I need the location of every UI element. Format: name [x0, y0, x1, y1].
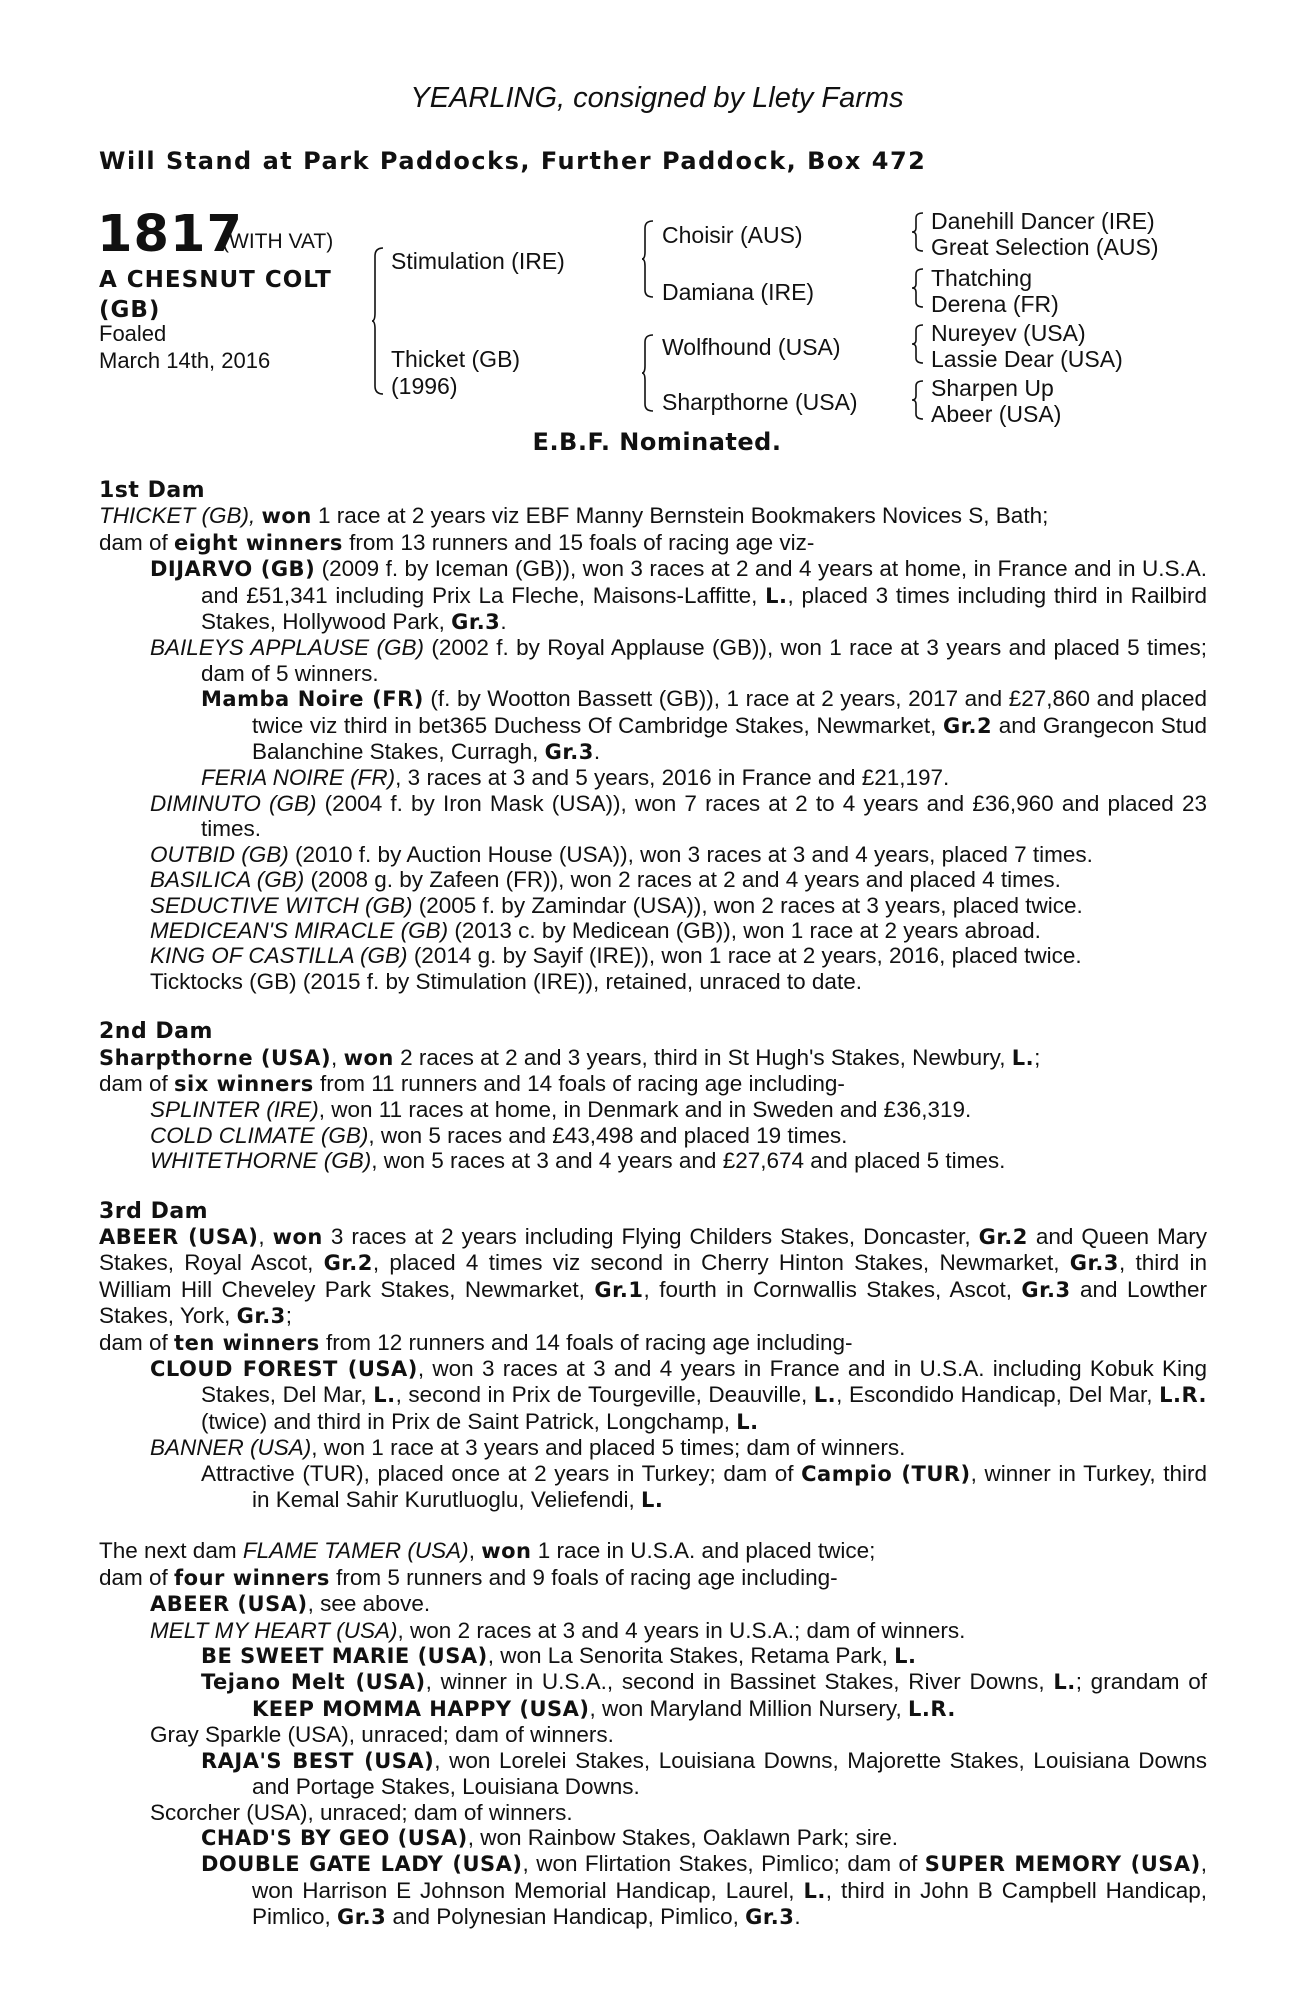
pedigree-gg-4: Derena (FR) — [931, 291, 1059, 317]
foaled-info — [99, 320, 270, 374]
first-dam-produce-line: dam of eight winners from 13 runners and 15 foals of racing age viz- — [99, 529, 815, 555]
second-dam-entry: SPLINTER (IRE), won 11 races at home, in Denmark and in Sweden and £36,319. — [150, 1097, 972, 1123]
pedigree-gg-8: Abeer (USA) — [931, 401, 1062, 427]
second-dam-line: Sharpthorne (USA), won 2 races at 2 and 3 years, third in St Hugh's Stakes, Newbury, L.; — [99, 1044, 1041, 1070]
next-dam-entry: Scorcher (USA), unraced; dam of winners. — [150, 1799, 573, 1825]
first-dam-entry: DIJARVO (GB) (2009 f. by Iceman (GB)), won 3 races at 2 and 4 years at home, in France and in U.S.A. and £51,341 including Prix La Fleche, Maisons-Laffitte, L., placed 3 times including third in Railbird Stakes, Hollywood Park, Gr.3. — [150, 556, 1207, 635]
pedigree-gg-2: Great Selection (AUS) — [931, 234, 1159, 260]
pedigree-gg-5: Nureyev (USA) — [931, 320, 1086, 346]
third-dam-heading: 3rd Dam — [99, 1198, 209, 1224]
first-dam-grand-entry: FERIA NOIRE (FR), 3 races at 3 and 5 years, 2016 in France and £21,197. — [201, 765, 950, 791]
first-dam-entry: BAILEYS APPLAUSE (GB) (2002 f. by Royal Applause (GB)), won 1 race at 3 years and placed 5 times; dam of 5 winners. — [150, 635, 1207, 686]
next-dam-grand-entry: DOUBLE GATE LADY (USA), won Flirtation Stakes, Pimlico; dam of SUPER MEMORY (USA), won Harrison E Johnson Memorial Handicap, Laurel, L., third in John B Campbell Handicap, Pimlico, Gr.3 and Polynesian Handicap, Pimlico, Gr.3. — [201, 1851, 1207, 1930]
stand-location: Will Stand at Park Paddocks, Further Paddock, Box 472 — [99, 147, 927, 175]
next-dam-grand-entry: BE SWEET MARIE (USA), won La Senorita Stakes, Retama Park, L. — [201, 1643, 917, 1669]
first-dam-entry: OUTBID (GB) (2010 f. by Auction House (USA)), won 3 races at 3 and 4 years, placed 7 times. — [150, 841, 1093, 867]
next-dam-entry: ABEER (USA), see above. — [150, 1591, 431, 1617]
third-dam-grand-entry: Attractive (TUR), placed once at 2 years in Turkey; dam of Campio (TUR), winner in Turkey, third in Kemal Sahir Kurutluoglu, Veliefendi, L. — [201, 1460, 1207, 1513]
third-dam-line: ABEER (USA), won 3 races at 2 years including Flying Childers Stakes, Doncaster, Gr.2 and Queen Mary Stakes, Royal Ascot, Gr.2, placed 4 times viz second in Cherry Hinton Stakes, Newmarket, Gr.3, third in William Hill Cheveley Park Stakes, Newmarket, Gr.1, fourth in Cornwallis Stakes, Ascot, Gr.3 and Lowther Stakes, York, Gr.3; — [99, 1223, 1207, 1329]
first-dam-entry: Ticktocks (GB) (2015 f. by Stimulation (IRE)), retained, unraced to date. — [150, 968, 862, 994]
first-dam-line: THICKET (GB), won 1 race at 2 years viz EBF Manny Bernstein Bookmakers Novices S, Bath; — [99, 503, 1049, 529]
pedigree-dam-dam: Sharpthorne (USA) — [662, 389, 858, 415]
pedigree-gg-6: Lassie Dear (USA) — [931, 346, 1123, 372]
first-dam-entry: MEDICEAN'S MIRACLE (GB) (2013 c. by Medicean (GB)), won 1 race at 2 years abroad. — [150, 917, 1041, 943]
pedigree-gg-7: Sharpen Up — [931, 375, 1054, 401]
next-dam-grand-entry: RAJA'S BEST (USA), won Lorelei Stakes, Louisiana Downs, Majorette Stakes, Louisiana Downs and Portage Stakes, Louisiana Downs. — [201, 1747, 1208, 1800]
pedigree-sire-dam: Damiana (IRE) — [662, 279, 815, 305]
next-dam-grand-entry: Tejano Melt (USA), winner in U.S.A., second in Bassinet Stakes, River Downs, L.; grandam of KEEP MOMMA HAPPY (USA), won Maryland Million Nursery, L.R. — [201, 1669, 1207, 1721]
bracket-sharpthorne — [911, 380, 925, 420]
third-dam-entry: CLOUD FOREST (USA), won 3 races at 3 and 4 years in France and in U.S.A. including Kobuk King Stakes, Del Mar, L., second in Prix de Tourgeville, Deauville, L., Escondido Handicap, Del Mar, L.R. (twice) and third in Prix de Saint Patrick, Longchamp, L. — [150, 1356, 1208, 1434]
second-dam-heading: 2nd Dam — [99, 1019, 213, 1045]
pedigree-sire: Stimulation (IRE) — [391, 248, 565, 274]
first-dam-heading: 1st Dam — [99, 478, 206, 503]
ebf-nominated: E.B.F. Nominated. — [532, 428, 782, 456]
next-dam-grand-entry: CHAD'S BY GEO (USA), won Rainbow Stakes, Oaklawn Park; sire. — [201, 1824, 898, 1850]
pedigree-dam-sire: Wolfhound (USA) — [662, 334, 841, 360]
next-dam-entry: Gray Sparkle (USA), unraced; dam of winners. — [150, 1722, 614, 1748]
colt-line-1: A CHESNUT COLT — [99, 267, 332, 293]
first-dam-entry: BASILICA (GB) (2008 g. by Zafeen (FR)), won 2 races at 2 and 4 years and placed 4 times. — [150, 867, 1061, 893]
bracket-damiana — [911, 268, 925, 308]
colt-line-2: (GB) — [99, 297, 161, 323]
next-dam-line: The next dam FLAME TAMER (USA), won 1 race in U.S.A. and placed twice; — [99, 1538, 876, 1564]
pedigree-gg-1: Danehill Dancer (IRE) — [931, 208, 1155, 234]
bracket-dam — [641, 334, 655, 412]
colt-description — [99, 265, 332, 325]
foaled-date: March 14th, 2016 — [99, 348, 271, 373]
first-dam-entry: DIMINUTO (GB) (2004 f. by Iron Mask (USA)), won 7 races at 2 to 4 years and £36,960 and placed 23 times. — [150, 790, 1208, 842]
bracket-wolfhound — [911, 324, 925, 364]
bracket-sire — [641, 220, 655, 298]
bracket-choisir — [911, 212, 925, 252]
catalogue-body — [99, 478, 1207, 1931]
page-title: YEARLING, consigned by Llety Farms — [410, 82, 904, 114]
first-dam-entry: KING OF CASTILLA (GB) (2014 g. by Sayif (IRE)), won 1 race at 2 years, 2016, placed twice. — [150, 943, 1082, 969]
second-dam-entry: COLD CLIMATE (GB), won 5 races and £43,498 and placed 19 times. — [150, 1122, 848, 1148]
lot-number: 1817 — [97, 205, 243, 264]
first-dam-grand-entry: Mamba Noire (FR) (f. by Wootton Bassett (GB)), 1 race at 2 years, 2017 and £27,860 and placed twice viz third in bet365 Duchess Of Cambridge Stakes, Newmarket, Gr.2 and Grangecon Stud Balanchine Stakes, Curragh, Gr.3. — [201, 686, 1208, 765]
second-dam-produce-line: dam of six winners from 11 runners and 14 foals of racing age including- — [99, 1070, 845, 1096]
third-dam-entry: BANNER (USA), won 1 race at 3 years and placed 5 times; dam of winners. — [150, 1435, 906, 1461]
next-dam-produce-line: dam of four winners from 5 runners and 9 foals of racing age including- — [99, 1564, 838, 1590]
pedigree-sire-sire: Choisir (AUS) — [662, 222, 803, 248]
first-dam-entry: SEDUCTIVE WITCH (GB) (2005 f. by Zamindar (USA)), won 2 races at 3 years, placed twice. — [150, 892, 1083, 918]
pedigree-dam-year: (1996) — [391, 373, 458, 399]
next-dam-entry: MELT MY HEART (USA), won 2 races at 3 and 4 years in U.S.A.; dam of winners. — [150, 1617, 966, 1643]
second-dam-entry: WHITETHORNE (GB), won 5 races at 3 and 4 years and £27,674 and placed 5 times. — [150, 1148, 1006, 1174]
vat-note: (WITH VAT) — [222, 230, 334, 253]
foaled-label: Foaled — [99, 321, 167, 346]
pedigree-gg-3: Thatching — [931, 265, 1033, 291]
third-dam-produce-line: dam of ten winners from 12 runners and 14 foals of racing age including- — [99, 1329, 853, 1355]
bracket-parents — [371, 247, 385, 395]
pedigree-dam: Thicket (GB) — [391, 346, 521, 372]
